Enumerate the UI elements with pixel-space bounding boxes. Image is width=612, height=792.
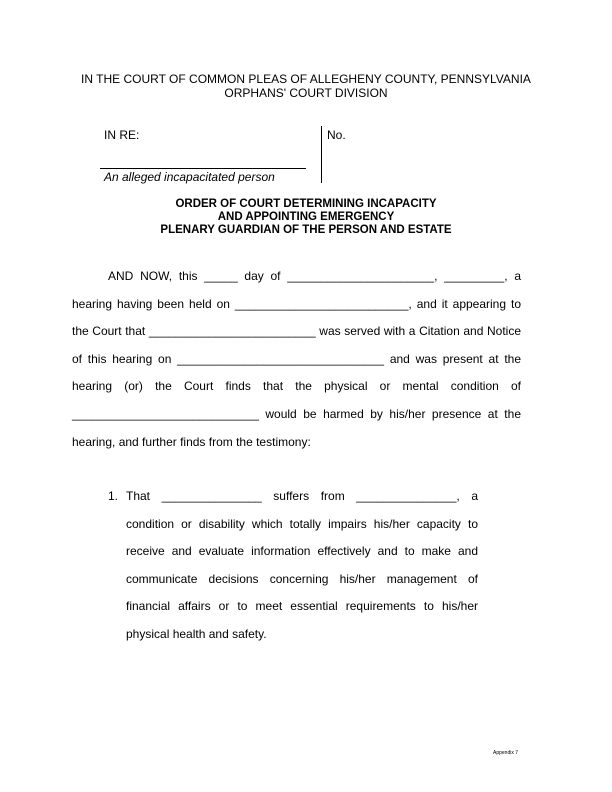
body-line: ____________________________ would be harmed by his/her presence at the	[72, 406, 521, 421]
item-line: physical health and safety.	[126, 626, 267, 641]
body-line: hearing having been held on __________________________, and it appearing to	[72, 296, 521, 311]
body-line: hearing (or) the Court finds that the physical or mental condition of	[72, 379, 521, 394]
order-title-line-3: PLENARY GUARDIAN OF THE PERSON AND ESTATE	[160, 224, 452, 236]
body-line: hearing, and further finds from the testimony:	[72, 434, 311, 449]
court-name: IN THE COURT OF COMMON PLEAS OF ALLEGHENY COUNTY, PENNSYLVANIA	[81, 72, 531, 86]
caption-divider	[321, 126, 322, 183]
name-blank-line	[100, 168, 306, 169]
order-title	[40, 198, 572, 237]
order-title-line-2: AND APPOINTING EMERGENCY	[217, 211, 395, 223]
court-division: ORPHANS' COURT DIVISION	[224, 86, 388, 100]
in-re-label: IN RE:	[104, 128, 140, 142]
order-body-paragraph	[72, 263, 521, 456]
item-line: communicate decisions concerning his/her management of	[126, 571, 478, 586]
item-text	[126, 483, 478, 649]
item-line: condition or disability which totally impairs his/her capacity to	[126, 516, 478, 531]
order-title-line-1: ORDER OF COURT DETERMINING INCAPACITY	[175, 198, 437, 210]
body-line: of this hearing on _______________________________ and was present at the	[72, 351, 521, 366]
item-number: 1.	[108, 489, 119, 503]
case-number-label: No.	[327, 128, 346, 142]
body-line: the Court that _________________________ was served with a Citation and Notice	[72, 324, 521, 339]
appendix-label: Appendix 7	[493, 750, 519, 756]
item-line: That _______________ suffers from _______________, a	[126, 489, 478, 503]
alleged-person-label: An alleged incapacitated person	[104, 170, 275, 184]
court-header	[40, 72, 572, 100]
body-line: AND NOW, this _____ day of ______________________, _________, a	[108, 269, 521, 283]
item-line: receive and evaluate information effectively and to make and	[126, 544, 478, 559]
item-line: financial affairs or to meet essential requirements to his/her	[126, 599, 478, 614]
case-caption	[100, 126, 520, 184]
